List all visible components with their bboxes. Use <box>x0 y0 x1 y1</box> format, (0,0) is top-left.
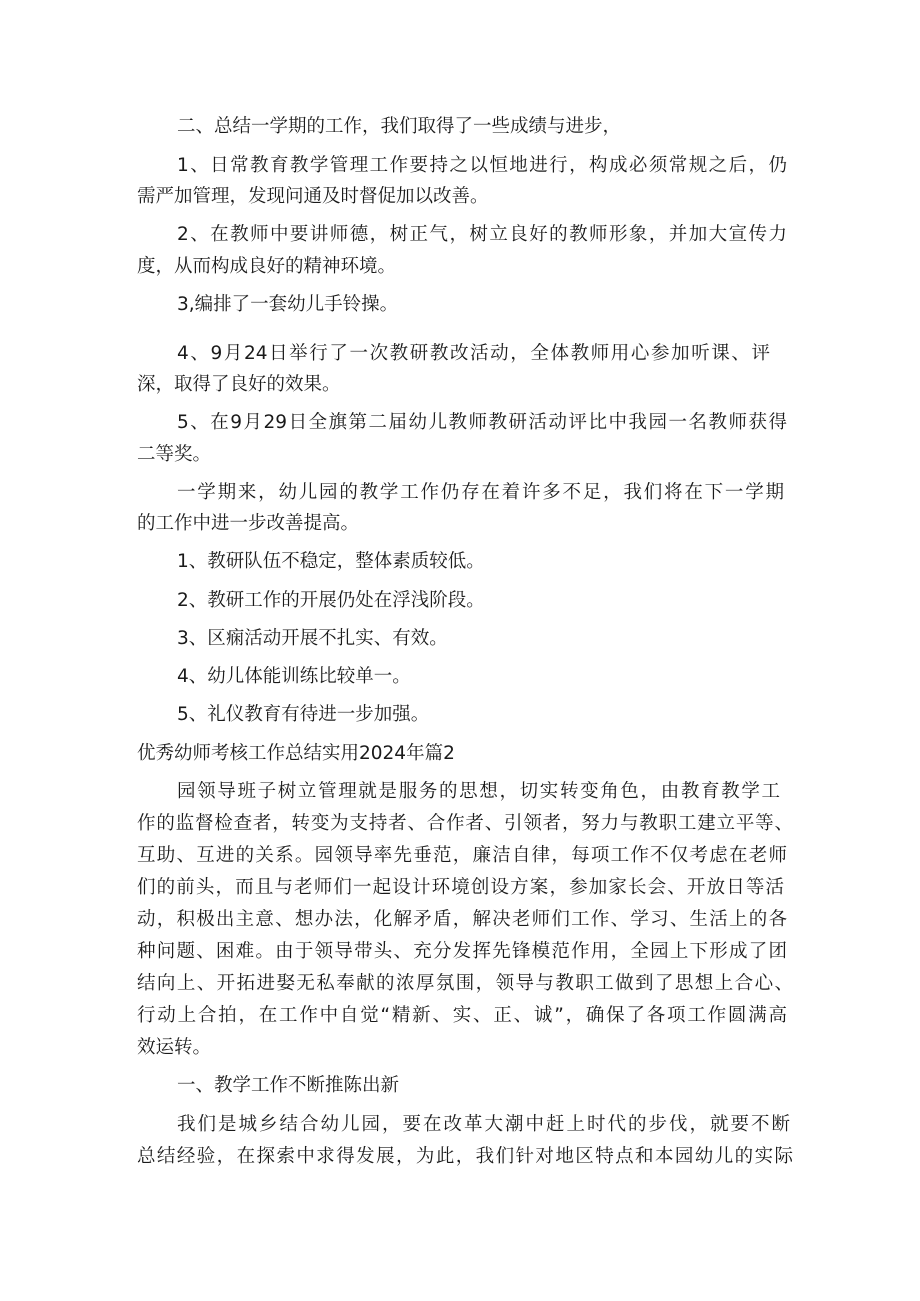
section-title: 优秀幼师考核工作总结实用2024年篇2 <box>137 743 455 764</box>
paragraph-line: 园领导班子树立管理就是服务的思想，切实转变角色，由教育教学工 <box>177 781 780 802</box>
paragraph-line: 二等奖。 <box>137 444 212 465</box>
paragraph-line: 2、在教师中要讲师德，树正气，树立良好的教师形象，并加大宣传力 <box>177 224 787 245</box>
paragraph-line: 5、在9月29日全旗第二届幼儿教师教研活动评比中我园一名教师获得 <box>177 412 787 433</box>
paragraph-line: 3,编排了一套幼儿手铃操。 <box>177 294 399 315</box>
list-item: 5、礼仪教育有待进一步加强。 <box>177 704 430 725</box>
paragraph-line: 种问题、困难。由于领导带头、充分发挥先锋模范作用，全园上下形成了团 <box>137 941 787 962</box>
paragraph-line: 互助、互进的关系。园领导率先垂范，廉洁自律，每项工作不仅考虑在老师 <box>137 845 787 866</box>
list-item: 4、幼儿体能训练比较单一。 <box>177 666 411 687</box>
list-item: 3、区痫活动开展不扎实、有效。 <box>177 628 448 649</box>
paragraph-line: 们的前头，而且与老师们一起设计环境创设方案，参加家长会、开放日等活 <box>137 877 784 898</box>
paragraph-line: 4、9月24日举行了一次教研教改活动，全体教师用心参加听课、评 <box>177 343 770 364</box>
paragraph-line: 作的监督检查者，转变为支持者、合作者、引领者，努力与教职工建立平等、 <box>137 813 793 834</box>
list-item: 1、教研队伍不稳定，整体素质较低。 <box>177 551 485 572</box>
paragraph-line: 的工作中进一步改善提高。 <box>137 513 360 534</box>
subheading: 一、教学工作不断推陈出新 <box>177 1075 400 1096</box>
paragraph-line: 我们是城乡结合幼儿园，要在改革大潮中赶上时代的步伐，就要不断 <box>177 1114 790 1135</box>
paragraph-line: 深，取得了良好的效果。 <box>137 374 341 395</box>
paragraph-line: 一学期来，幼儿园的教学工作仍存在着许多不足，我们将在下一学期 <box>177 482 784 503</box>
paragraph-line: 度，从而构成良好的精神环境。 <box>137 256 397 277</box>
paragraph-line: 需严加管理，发现问通及时督促加以改善。 <box>137 186 489 207</box>
paragraph-line: 行动上合拍，在工作中自觉“精新、实、正、诚”，确保了各项工作圆满高 <box>137 1005 787 1026</box>
paragraph-line: 1、日常教育教学管理工作要持之以恒地进行，构成必须常规之后，仍 <box>177 155 787 176</box>
paragraph-line: 动，积极出主意、想办法，化解矛盾，解决老师们工作、学习、生活上的各 <box>137 909 787 930</box>
paragraph-line: 效运转。 <box>137 1037 212 1058</box>
paragraph-line: 结向上、开拓进娶无私奉献的浓厚氛围，领导与教职工做到了思想上合心、 <box>137 973 793 994</box>
paragraph-line: 总结经验，在探索中求得发展，为此，我们针对地区特点和本园幼儿的实际 <box>137 1146 793 1167</box>
list-item: 2、教研工作的开展仍处在浮浅阶段。 <box>177 590 485 611</box>
paragraph-line: 二、总结一学期的工作，我们取得了一些成绩与进步， <box>177 116 622 137</box>
